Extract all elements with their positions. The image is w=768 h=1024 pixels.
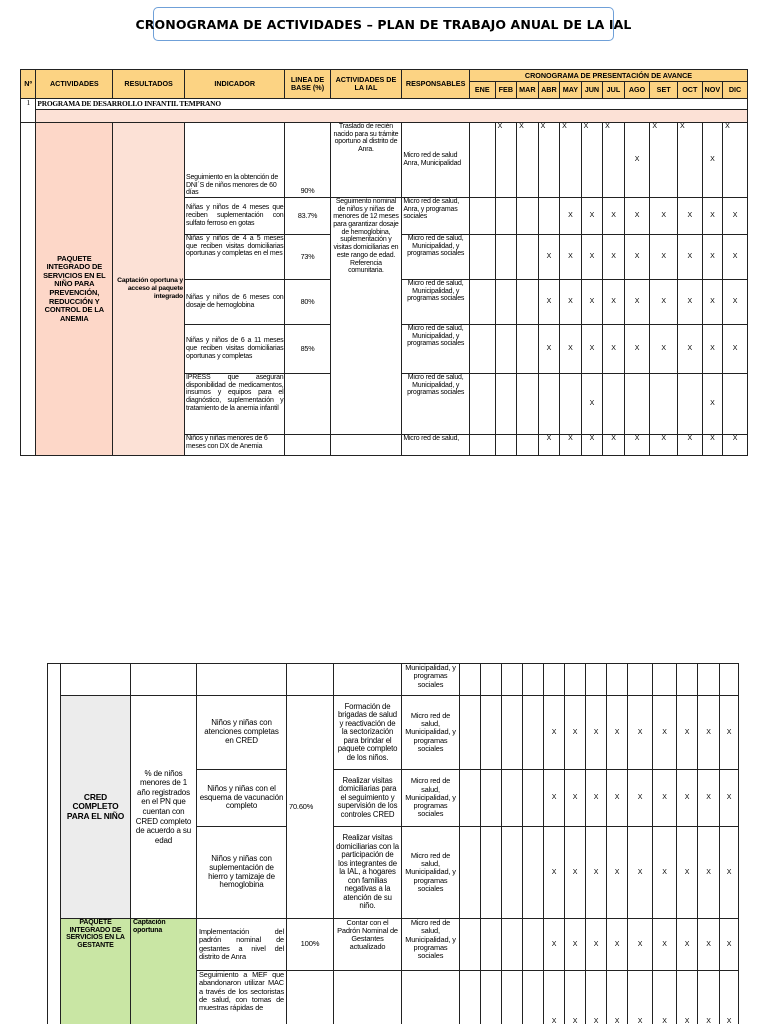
- mark-oct: X: [677, 919, 698, 971]
- baseline-cell: 100%: [287, 919, 334, 971]
- schedule-table-1: [20, 69, 748, 456]
- month-header: FEB: [495, 82, 517, 99]
- mark-abr: X: [538, 325, 560, 374]
- mark-nov: X: [702, 123, 723, 198]
- indicator-cell: Seguimiento en la obtención de DNI´S de niños menores de 60 días: [185, 123, 285, 198]
- mark-feb: X: [495, 123, 517, 198]
- mark-abr: X: [538, 235, 560, 280]
- month-header: JUL: [603, 82, 625, 99]
- mark-abr: X: [544, 919, 565, 971]
- header-resultados: RESULTADOS: [113, 70, 185, 99]
- blank-cell: [21, 123, 36, 456]
- activity-cell: Seguimento nominal de niños y niñas de menores de 12 meses para garantizar dosaje de hemoglobina, suplementación y visitas domiciliarias en este rango de edad. Referencia comunitaria.: [330, 198, 402, 435]
- mark-jun: X: [586, 827, 607, 919]
- mark-abr: X: [538, 123, 560, 198]
- responsible-cell: Micro red de salud, Municipalidad, y programas sociales: [402, 325, 470, 374]
- mark-jul: X: [607, 696, 628, 770]
- mark-dic: X: [723, 325, 748, 374]
- blank-cell: [334, 664, 402, 696]
- page-title: CRONOGRAMA DE ACTIVIDADES – PLAN DE TRABAJO ANUAL DE LA IAL: [153, 7, 614, 41]
- mark-jun: X: [581, 325, 603, 374]
- month-header: SET: [650, 82, 678, 99]
- mark-ago: X: [628, 971, 653, 1024]
- mark-nov: X: [702, 280, 723, 325]
- mark-jun: X: [581, 198, 603, 235]
- blank-cell: [287, 664, 334, 696]
- header-n: Nº: [21, 70, 36, 99]
- mark-jul: X: [607, 827, 628, 919]
- mark-dic: X: [720, 827, 739, 919]
- mark-jun: X: [586, 696, 607, 770]
- mark-nov: X: [702, 235, 723, 280]
- mark-oct: X: [677, 435, 702, 456]
- mark-set: X: [650, 198, 678, 235]
- baseline-cell: 83.7%: [285, 198, 330, 235]
- mark-dic: X: [720, 696, 739, 770]
- indicator-cell: Niños y niñas con suplementación de hierro y tamizaje de hemoglobina: [197, 827, 287, 919]
- mark-abr: X: [538, 435, 560, 456]
- mark-may: X: [565, 696, 586, 770]
- mark-may: X: [565, 770, 586, 827]
- result-captacion: Captación oportuna y acceso al paquete integrado: [113, 123, 185, 456]
- indicator-cell: Niñas y niños de 4 meses que reciben suplementación con sulfato ferroso en gotas: [185, 198, 285, 235]
- schedule-table-2: [47, 663, 739, 1024]
- mark-jun: X: [581, 374, 603, 435]
- blank-cell: [131, 664, 197, 696]
- mark-may: X: [560, 123, 582, 198]
- mark-ago: X: [624, 198, 650, 235]
- month-header: AGO: [624, 82, 650, 99]
- mark-abr: X: [544, 696, 565, 770]
- header-responsables: RESPONSABLES: [402, 70, 470, 99]
- header-linea-base: LINEA DE BASE (%): [285, 70, 330, 99]
- mark-dic: X: [720, 919, 739, 971]
- mark-ago: X: [628, 919, 653, 971]
- baseline-cell: 90%: [285, 123, 330, 198]
- mark-nov: X: [698, 696, 720, 770]
- mark-may: X: [560, 435, 582, 456]
- indicator-cell: Niños y niñas con el esquema de vacunación completo: [197, 770, 287, 827]
- mark-nov: X: [702, 435, 723, 456]
- mark-jul: X: [603, 235, 625, 280]
- mark-set: X: [650, 435, 678, 456]
- mark-jun: X: [586, 919, 607, 971]
- mark-set: X: [653, 696, 677, 770]
- baseline-cred: 70.60%: [287, 696, 334, 919]
- blank-cell: [197, 664, 287, 696]
- mark-jun: X: [581, 123, 603, 198]
- baseline-cell: [285, 374, 330, 435]
- package-gestante: PAQUETE INTEGRADO DE SERVICIOS EN LA GESTANTE: [61, 919, 131, 1024]
- mark-ago: X: [624, 235, 650, 280]
- mark-dic: X: [720, 770, 739, 827]
- month-header: ABR: [538, 82, 560, 99]
- package-anemia: PAQUETE INTEGRADO DE SERVICIOS EN EL NIÑO PARA PREVENCIÓN, REDUCCIÓN Y CONTROL DE LA ANEMIA: [36, 123, 113, 456]
- mark-jun: X: [581, 435, 603, 456]
- mark-dic: X: [723, 235, 748, 280]
- responsible-cell: Micro red de salud,: [402, 435, 470, 456]
- mark-set: X: [653, 827, 677, 919]
- month-header: MAY: [560, 82, 582, 99]
- mark-abr: X: [538, 280, 560, 325]
- indicator-cell: IPRESS que aseguran disponibilidad de medicamentos, insumos y equipos para el diagnóstico, suplementación y tratamiento de la anemia infantil: [185, 374, 285, 435]
- header-actividades-ial: ACTIVIDADES DE LA IAL: [330, 70, 402, 99]
- mark-oct: X: [677, 325, 702, 374]
- mark-dic: X: [723, 198, 748, 235]
- month-header: ENE: [469, 82, 495, 99]
- mark-oct: X: [677, 770, 698, 827]
- indicator-cell: Implementación del padrón nominal de gestantes a nivel del distrito de Anra: [197, 919, 287, 971]
- package-cred: CRED COMPLETO PARA EL NIÑO: [61, 696, 131, 919]
- mark-oct: X: [677, 123, 702, 198]
- mark-dic: X: [723, 280, 748, 325]
- indicator-cell: Niñas y niños de 6 meses con dosaje de hemoglobina: [185, 280, 285, 325]
- mark-nov: X: [702, 198, 723, 235]
- responsible-cell: Micro red de salud, Municipalidad, y programas sociales: [402, 919, 460, 971]
- mark-oct: X: [677, 827, 698, 919]
- mark-jul: X: [603, 198, 625, 235]
- activity-cell: Contar con el Padrón Nominal de Gestantes actualizado: [334, 919, 402, 971]
- activity-cell: [334, 971, 402, 1024]
- mark-set: X: [653, 770, 677, 827]
- activity-cell: Formación de brigadas de salud y reactivación de la sectorización para brindar el paquete completo de los niños.: [334, 696, 402, 770]
- blank-cell: [48, 664, 61, 1024]
- mark-oct: X: [677, 235, 702, 280]
- baseline-cell: 73%: [285, 235, 330, 280]
- program-title: PROGRAMA DE DESARROLLO INFANTIL TEMPRANO: [36, 99, 748, 110]
- mark-ago: X: [628, 770, 653, 827]
- mark-set: X: [650, 325, 678, 374]
- mark-set: X: [650, 123, 678, 198]
- baseline-cell: [287, 971, 334, 1024]
- mark-ago: X: [624, 280, 650, 325]
- mark-set: X: [650, 280, 678, 325]
- activity-cell: [330, 435, 402, 456]
- mark-nov: X: [698, 827, 720, 919]
- header-indicador: INDICADOR: [185, 70, 285, 99]
- responsible-cell: Micro red de salud, Anra, y programas sociales: [402, 198, 470, 235]
- month-header: DIC: [723, 82, 748, 99]
- mark-jul: X: [603, 123, 625, 198]
- mark-abr: X: [544, 827, 565, 919]
- indicator-cell: Seguimiento a MEF que abandonaron utilizar MAC a través de los sectoristas de salud, con tomas de muestras rápidas de: [197, 971, 287, 1024]
- mark-may: X: [565, 827, 586, 919]
- indicator-cell: Niñas y niños de 6 a 11 meses que reciben visitas domiciliarias oportunas y completas: [185, 325, 285, 374]
- responsible-cell: Micro red de salud, Municipalidad, y programas sociales: [402, 374, 470, 435]
- responsible-cell: [402, 971, 460, 1024]
- baseline-cell: 80%: [285, 280, 330, 325]
- mark-nov: X: [702, 325, 723, 374]
- program-spacer: [36, 110, 748, 123]
- mark-abr: X: [544, 770, 565, 827]
- mark-ago: X: [628, 827, 653, 919]
- mark-ago: X: [624, 325, 650, 374]
- responsible-cell: Micro red de salud, Municipalidad, y programas sociales: [402, 770, 460, 827]
- indicator-cell: Niños y niñas con atenciones completas en CRED: [197, 696, 287, 770]
- mark-oct: X: [677, 971, 698, 1024]
- month-header: MAR: [517, 82, 539, 99]
- indicator-cell: Niñas y niños de 4 a 5 meses que reciben visitas domiciliarias oportunas y completas en el mes: [185, 235, 285, 280]
- mark-oct: X: [677, 280, 702, 325]
- mark-jul: X: [603, 325, 625, 374]
- month-header: NOV: [702, 82, 723, 99]
- result-cred: % de niños menores de 1 año registrados en el PN que cuentan con CRED completo de acuerdo a su edad: [131, 696, 197, 919]
- responsible-cell: Micro red de salud Anra, Municipalidad: [402, 123, 470, 198]
- mark-jun: X: [581, 280, 603, 325]
- blank-cell: [61, 664, 131, 696]
- mark-ago: X: [624, 435, 650, 456]
- mark-oct: X: [677, 696, 698, 770]
- mark-set: X: [650, 235, 678, 280]
- responsible-cell: Micro red de salud, Municipalidad, y programas sociales: [402, 827, 460, 919]
- activity-cell: Traslado de recién nacido para su trámite oportuno al distrito de Anra.: [330, 123, 402, 198]
- mark-nov: X: [702, 374, 723, 435]
- mark-jul: X: [607, 919, 628, 971]
- responsible-cell: Micro red de salud, Municipalidad, y programas sociales: [402, 235, 470, 280]
- mark-dic: X: [723, 435, 748, 456]
- mark-dic: X: [723, 123, 748, 198]
- mark-jun: X: [586, 971, 607, 1024]
- month-header: JUN: [581, 82, 603, 99]
- responsible-cell: Micro red de salud, Municipalidad, y programas sociales: [402, 696, 460, 770]
- mark-set: X: [653, 971, 677, 1024]
- result-gestante: Captación oportuna: [131, 919, 197, 1024]
- header-actividades: ACTIVIDADES: [36, 70, 113, 99]
- mark-nov: X: [698, 770, 720, 827]
- mark-nov: X: [698, 971, 720, 1024]
- mark-may: X: [565, 919, 586, 971]
- activity-cell: Realizar visitas domiciliarias con la participación de los integrantes de la IAL, a hogares con familias negativas a la atención de su niño.: [334, 827, 402, 919]
- indicator-cell: Niños y niñas menores de 6 meses con DX de Anemia: [185, 435, 285, 456]
- mark-may: X: [560, 325, 582, 374]
- mark-dic: X: [720, 971, 739, 1024]
- mark-jun: X: [586, 770, 607, 827]
- header-cronograma: CRONOGRAMA DE PRESENTACIÓN DE AVANCE: [469, 70, 747, 82]
- baseline-cell: [285, 435, 330, 456]
- mark-jul: X: [603, 280, 625, 325]
- mark-may: X: [560, 198, 582, 235]
- responsible-cell: Municipalidad, y programas sociales: [402, 664, 460, 696]
- mark-oct: X: [677, 198, 702, 235]
- mark-jul: X: [607, 770, 628, 827]
- mark-may: X: [560, 280, 582, 325]
- mark-jul: X: [603, 435, 625, 456]
- mark-jun: X: [581, 235, 603, 280]
- mark-abr: X: [544, 971, 565, 1024]
- program-number: 1: [21, 99, 36, 123]
- mark-nov: X: [698, 919, 720, 971]
- mark-may: X: [560, 235, 582, 280]
- mark-ago: X: [628, 696, 653, 770]
- mark-may: X: [565, 971, 586, 1024]
- mark-ago: X: [624, 123, 650, 198]
- month-header: OCT: [677, 82, 702, 99]
- baseline-cell: 85%: [285, 325, 330, 374]
- mark-mar: X: [517, 123, 539, 198]
- activity-cell: Realizar visitas domiciliarias para el seguimiento y supervisión de los controles CRED: [334, 770, 402, 827]
- mark-set: X: [653, 919, 677, 971]
- mark-jul: X: [607, 971, 628, 1024]
- responsible-cell: Micro red de salud, Municipalidad, y programas sociales: [402, 280, 470, 325]
